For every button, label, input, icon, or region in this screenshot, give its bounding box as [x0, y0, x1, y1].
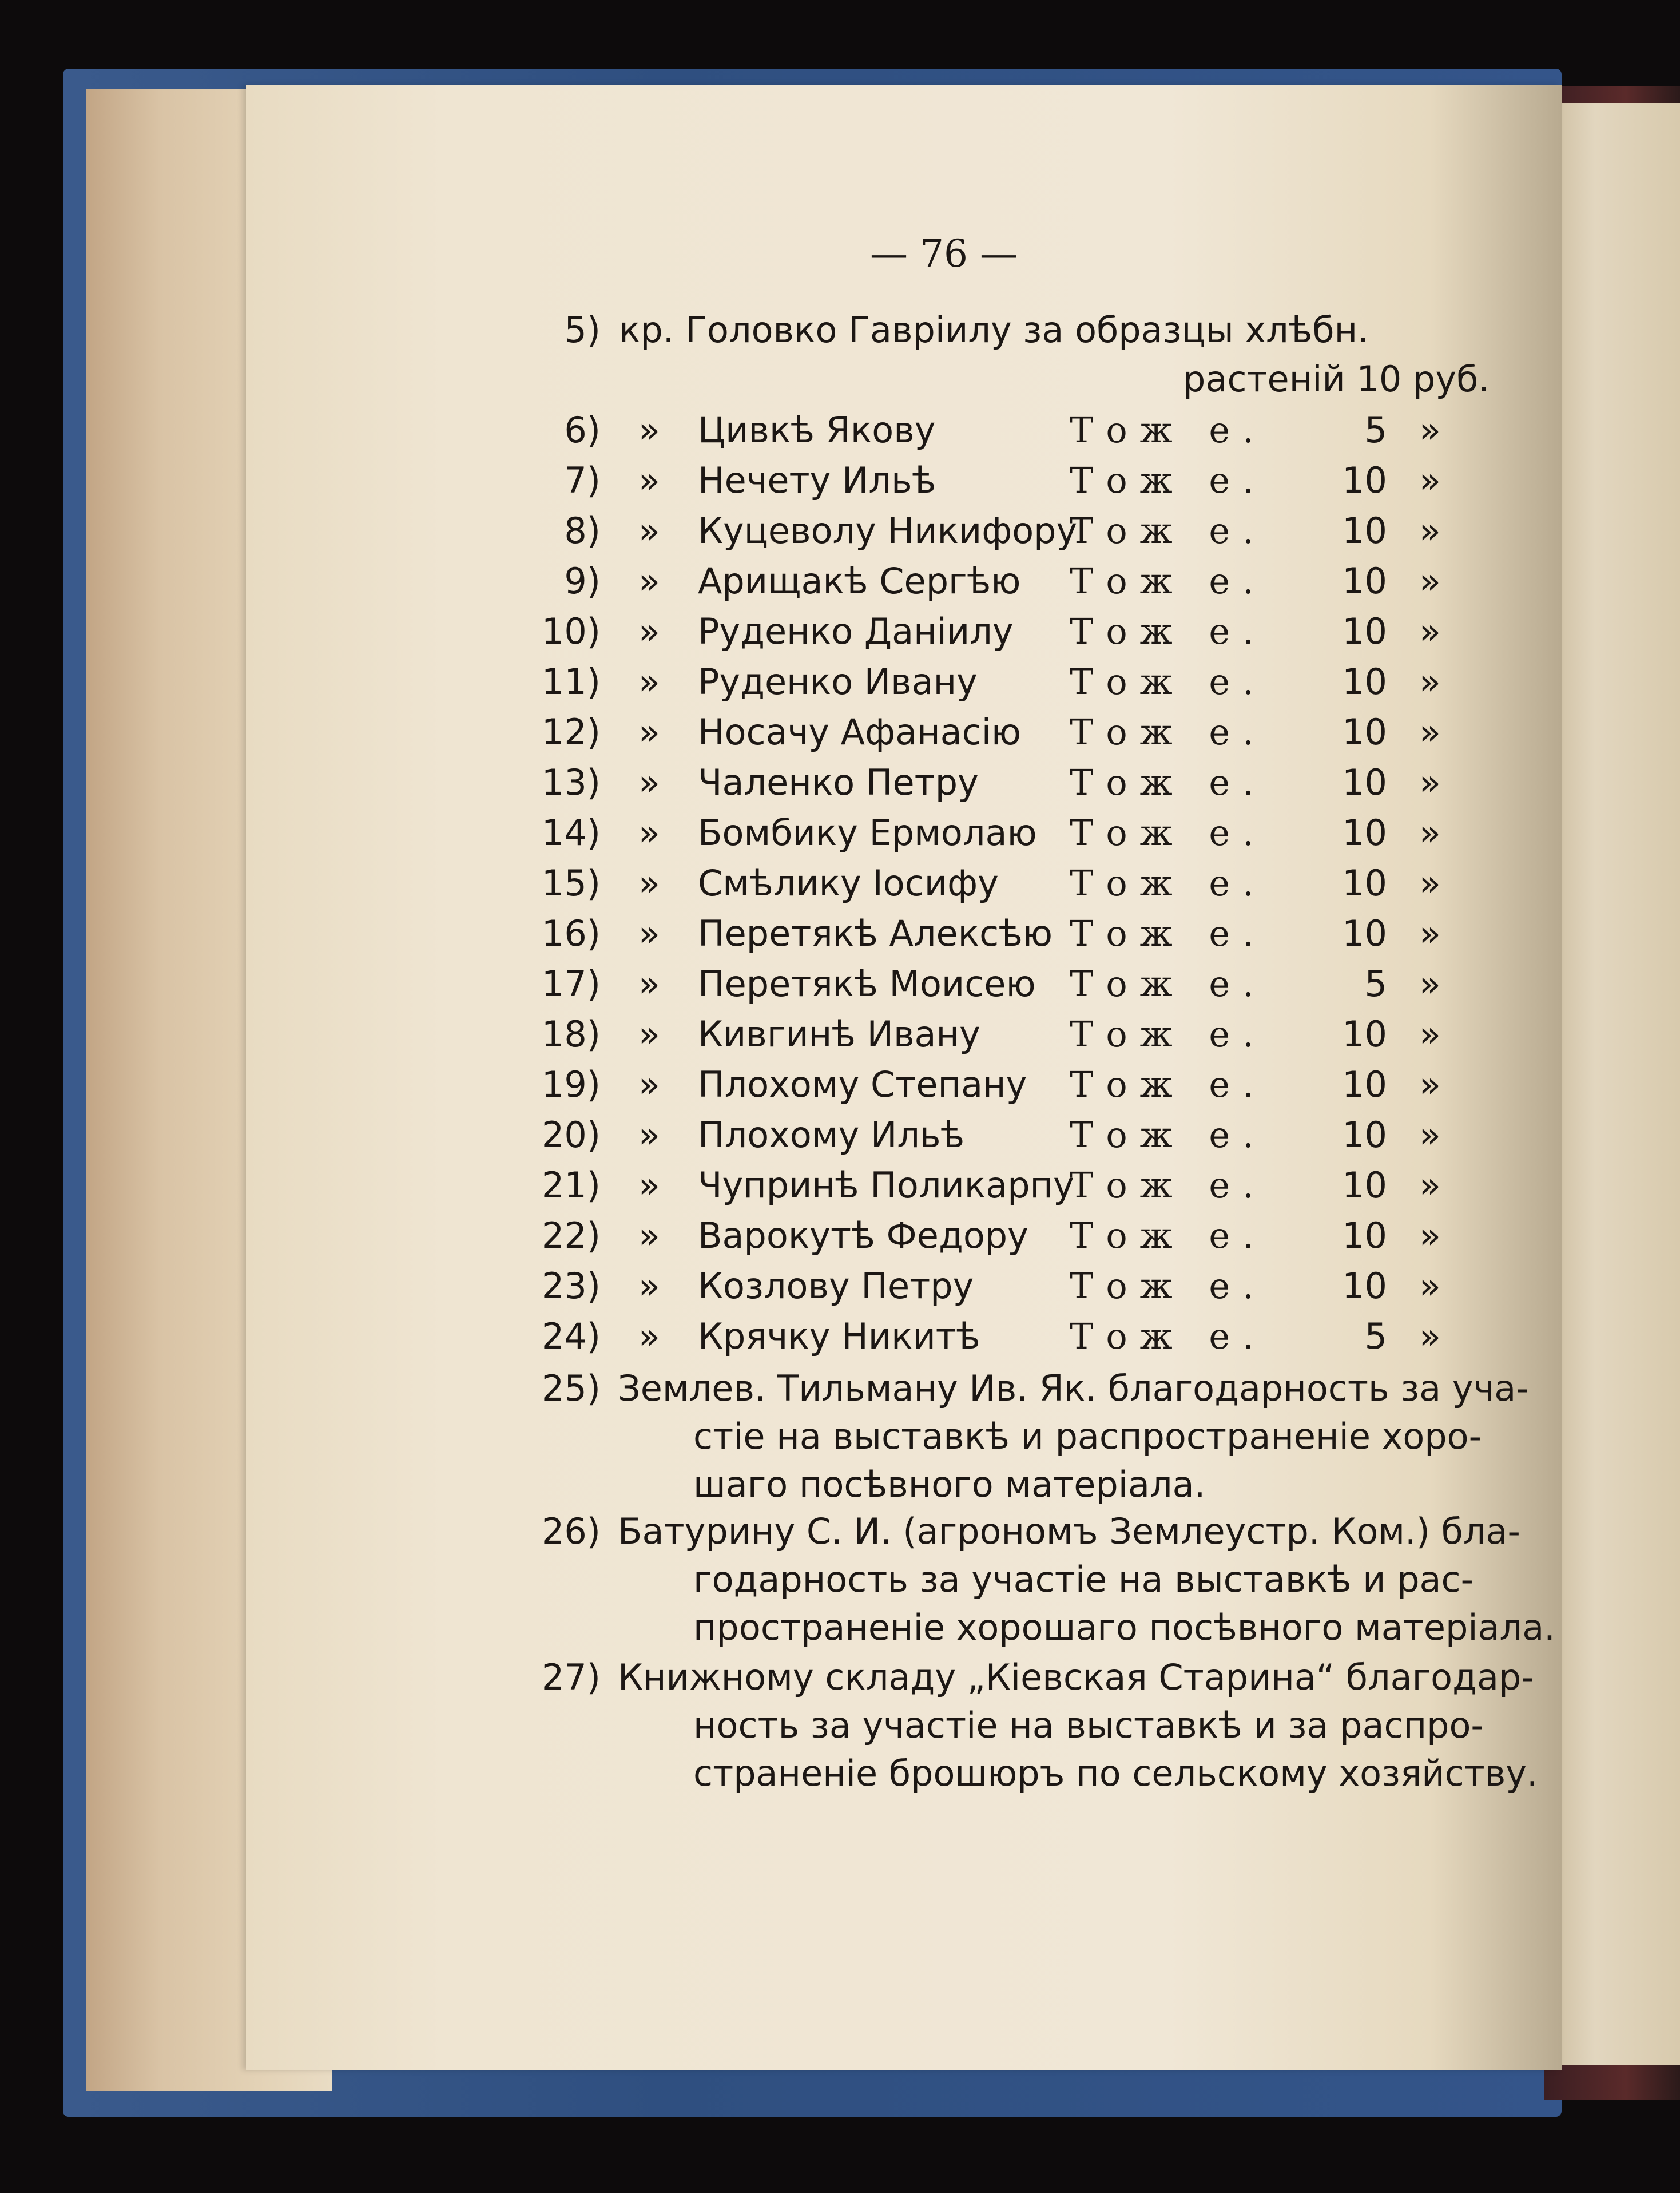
award-row [0, 1215, 1680, 1260]
row-number: 24) [541, 1315, 601, 1357]
recipient-name: Крячку Никитѣ [698, 1315, 980, 1357]
entry-number: 5) [564, 309, 601, 351]
ditto-mark: » [638, 1265, 660, 1307]
row-number: 8) [564, 510, 601, 552]
ditto-mark: » [638, 762, 660, 803]
entry-5-line-2: растеній 10 руб. [1183, 358, 1490, 400]
recipient-name: Кивгинѣ Ивану [698, 1013, 980, 1055]
award-amount: 5 [1364, 409, 1387, 451]
paragraph-line: страненіе брошюръ по сельскому хозяйству. [693, 1752, 1538, 1794]
award-amount: 10 [1342, 610, 1387, 652]
paragraph-line: шаго посѣвного матеріала. [693, 1464, 1206, 1505]
recipient-name: Чаленко Петру [698, 762, 979, 803]
same-label: Тож е. [1070, 1013, 1266, 1055]
row-number: 6) [564, 409, 601, 451]
award-amount: 10 [1342, 711, 1387, 753]
award-row [0, 1114, 1680, 1160]
same-label: Тож е. [1070, 762, 1266, 803]
ditto-mark: » [1419, 510, 1441, 552]
same-label: Тож е. [1070, 1164, 1266, 1206]
recipient-name: Бомбику Ермолаю [698, 812, 1037, 854]
recipient-name: Плохому Ильѣ [698, 1114, 965, 1156]
same-label: Тож е. [1070, 812, 1266, 854]
ditto-mark: » [638, 459, 660, 501]
ditto-mark: » [1419, 560, 1441, 602]
award-amount: 10 [1342, 1064, 1387, 1105]
ditto-mark: » [638, 1013, 660, 1055]
award-row [0, 610, 1680, 656]
entry-5 [0, 309, 1680, 400]
row-number: 16) [541, 913, 601, 954]
row-number: 15) [541, 862, 601, 904]
award-amount: 10 [1342, 812, 1387, 854]
ditto-mark: » [1419, 1064, 1441, 1105]
row-number: 9) [564, 560, 601, 602]
row-number: 20) [541, 1114, 601, 1156]
paragraph-line: ность за участіе на выставкѣ и за распро- [693, 1704, 1484, 1746]
ditto-mark: » [1419, 1265, 1441, 1307]
ditto-mark: » [638, 560, 660, 602]
recipient-name: Козлову Петру [698, 1265, 974, 1307]
row-number: 7) [564, 459, 601, 501]
row-number: 13) [541, 762, 601, 803]
award-row [0, 1265, 1680, 1311]
recipient-name: Перетякѣ Алексѣю [698, 913, 1053, 954]
same-label: Тож е. [1070, 963, 1266, 1005]
acknowledgement-entry [0, 1656, 1680, 1801]
paragraph-line: Батурину С. И. (агрономъ Землеустр. Ком.) бла- [618, 1510, 1520, 1552]
ditto-mark: » [638, 510, 660, 552]
award-amount: 10 [1342, 1114, 1387, 1156]
ditto-mark: » [638, 963, 660, 1005]
ditto-mark: » [1419, 1315, 1441, 1357]
paragraph-line: Землев. Тильману Ив. Як. благодарность за уча- [618, 1367, 1529, 1409]
ditto-mark: » [1419, 711, 1441, 753]
entry-number: 27) [541, 1656, 601, 1698]
ditto-mark: » [1419, 1215, 1441, 1256]
recipient-name: Носачу Афанасію [698, 711, 1022, 753]
row-number: 17) [541, 963, 601, 1005]
same-label: Тож е. [1070, 1064, 1266, 1105]
entry-number: 26) [541, 1510, 601, 1552]
award-amount: 10 [1342, 1215, 1387, 1256]
same-label: Тож е. [1070, 510, 1266, 552]
award-row [0, 913, 1680, 958]
recipient-name: Нечету Ильѣ [698, 459, 936, 501]
recipient-name: Руденко Ивану [698, 661, 978, 703]
ditto-mark: » [638, 862, 660, 904]
paragraph-line: Книжному складу „Кіевская Старина“ благодар- [618, 1656, 1534, 1698]
ditto-mark: » [1419, 1114, 1441, 1156]
ditto-mark: » [638, 610, 660, 652]
same-label: Тож е. [1070, 560, 1266, 602]
award-amount: 10 [1342, 862, 1387, 904]
ditto-mark: » [638, 812, 660, 854]
recipient-name: Чупринѣ Поликарпу [698, 1164, 1074, 1206]
ditto-mark: » [1419, 862, 1441, 904]
same-label: Тож е. [1070, 711, 1266, 753]
award-amount: 10 [1342, 913, 1387, 954]
award-row [0, 459, 1680, 505]
ditto-mark: » [638, 1164, 660, 1206]
row-number: 12) [541, 711, 601, 753]
entry-5-line-1: кр. Головко Гавріилу за образцы хлѣбн. [619, 309, 1369, 351]
award-row [0, 1315, 1680, 1361]
paragraph-line: стіе на выставкѣ и распространеніе хоро- [693, 1415, 1482, 1457]
recipient-name: Варокутѣ Федору [698, 1215, 1028, 1256]
same-label: Тож е. [1070, 1315, 1266, 1357]
award-row [0, 1164, 1680, 1210]
award-amount: 10 [1342, 459, 1387, 501]
entry-number: 25) [541, 1367, 601, 1409]
same-label: Тож е. [1070, 1215, 1266, 1256]
same-label: Тож е. [1070, 1114, 1266, 1156]
recipient-name: Арищакѣ Сергѣю [698, 560, 1021, 602]
award-row [0, 510, 1680, 556]
row-number: 21) [541, 1164, 601, 1206]
same-label: Тож е. [1070, 610, 1266, 652]
ditto-mark: » [638, 409, 660, 451]
award-amount: 10 [1342, 1164, 1387, 1206]
ditto-mark: » [638, 1114, 660, 1156]
award-row [0, 711, 1680, 757]
page-number: — 76 — [870, 232, 1018, 276]
recipient-name: Цивкѣ Якову [698, 409, 936, 451]
ditto-mark: » [1419, 762, 1441, 803]
same-label: Тож е. [1070, 913, 1266, 954]
ditto-mark: » [1419, 1013, 1441, 1055]
row-number: 19) [541, 1064, 601, 1105]
same-label: Тож е. [1070, 1265, 1266, 1307]
recipient-name: Перетякѣ Моисею [698, 963, 1036, 1005]
paragraph-line: годарность за участіе на выставкѣ и рас- [693, 1559, 1474, 1600]
award-row [0, 963, 1680, 1009]
award-row [0, 1013, 1680, 1059]
award-row [0, 1064, 1680, 1109]
ditto-mark: » [638, 1064, 660, 1105]
recipient-name: Плохому Степану [698, 1064, 1027, 1105]
ditto-mark: » [1419, 459, 1441, 501]
row-number: 11) [541, 661, 601, 703]
award-row [0, 409, 1680, 455]
row-number: 10) [541, 610, 601, 652]
ditto-mark: » [1419, 1164, 1441, 1206]
recipient-name: Куцеволу Никифору [698, 510, 1078, 552]
paragraph-line: пространеніе хорошаго посѣвного матеріала. [693, 1607, 1555, 1648]
ditto-mark: » [1419, 812, 1441, 854]
ditto-mark: » [638, 711, 660, 753]
same-label: Тож е. [1070, 661, 1266, 703]
row-number: 18) [541, 1013, 601, 1055]
award-row [0, 812, 1680, 858]
row-number: 23) [541, 1265, 601, 1307]
award-amount: 10 [1342, 510, 1387, 552]
ditto-mark: » [638, 1215, 660, 1256]
acknowledgement-entry [0, 1367, 1680, 1512]
ditto-mark: » [638, 913, 660, 954]
award-row [0, 560, 1680, 606]
same-label: Тож е. [1070, 862, 1266, 904]
ditto-mark: » [1419, 661, 1441, 703]
same-label: Тож е. [1070, 409, 1266, 451]
recipient-name: Смѣлику Іосифу [698, 862, 999, 904]
award-row [0, 661, 1680, 707]
award-row [0, 762, 1680, 807]
ditto-mark: » [1419, 913, 1441, 954]
award-amount: 10 [1342, 560, 1387, 602]
row-number: 14) [541, 812, 601, 854]
award-amount: 10 [1342, 1013, 1387, 1055]
ditto-mark: » [1419, 610, 1441, 652]
award-row [0, 862, 1680, 908]
recipient-name: Руденко Даніилу [698, 610, 1014, 652]
award-amount: 10 [1342, 1265, 1387, 1307]
same-label: Тож е. [1070, 459, 1266, 501]
award-amount: 10 [1342, 661, 1387, 703]
ditto-mark: » [638, 1315, 660, 1357]
row-number: 22) [541, 1215, 601, 1256]
ditto-mark: » [638, 661, 660, 703]
award-amount: 5 [1364, 963, 1387, 1005]
ditto-mark: » [1419, 963, 1441, 1005]
ditto-mark: » [1419, 409, 1441, 451]
award-amount: 10 [1342, 762, 1387, 803]
acknowledgement-entry [0, 1510, 1680, 1655]
award-amount: 5 [1364, 1315, 1387, 1357]
